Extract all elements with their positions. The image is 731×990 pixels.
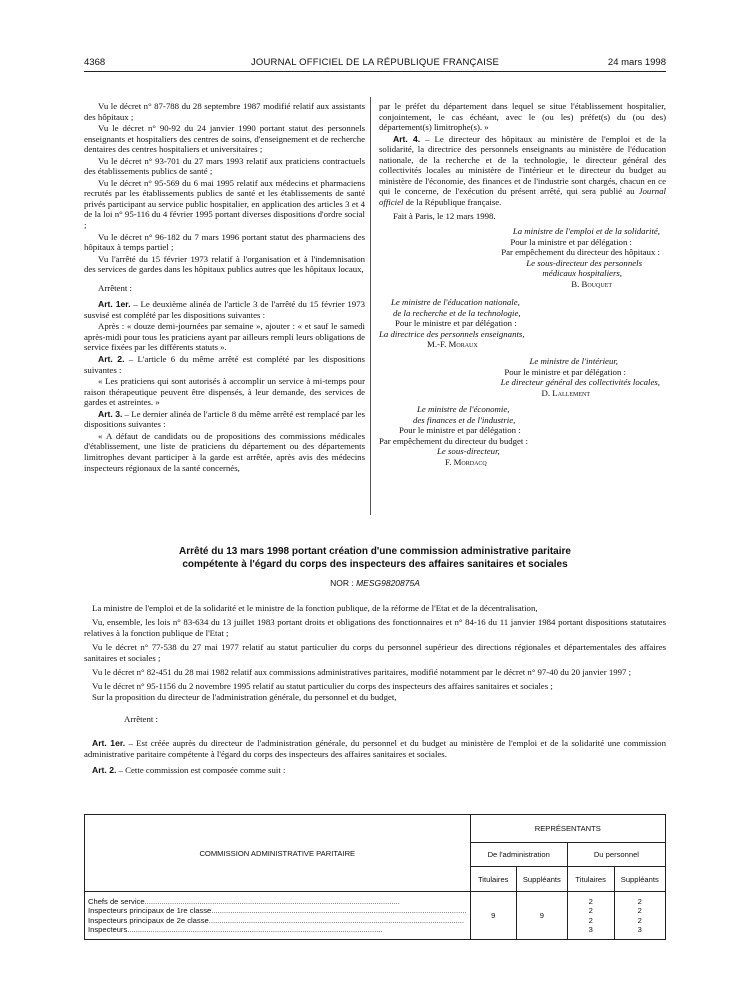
issue-date: 24 mars 1998: [607, 57, 666, 68]
signature-block-3: Le ministre de l'intérieur, Pour le ministre et par délégation : Le directeur général des collectivités locales, D. Lallement: [379, 356, 666, 398]
paragraph: Vu le décret n° 82-451 du 28 mai 1982 relatif aux commissions administratives paritaires, modifié notamment par le décret n° 97-40 du 20 janvier 1997 ;: [92, 667, 632, 677]
table-row-label: Inspecteurs.........................................................................................................................: [88, 924, 383, 934]
admin-suppleants-value: 9: [516, 892, 567, 940]
signature-block-1: La ministre de l'emploi et de la solidarité, Pour la ministre et par délégation : Par empêchement du directeur des hôpitaux : Le sous-directeur des personnels médicaux hospitaliers, B. Bouquet: [379, 226, 666, 289]
admin-titulaires-value: 9: [470, 892, 516, 940]
table-row-label: Inspecteurs principaux de 2e classe.........................................................................................................................: [88, 915, 465, 925]
header-personnel: Du personnel: [567, 843, 665, 867]
table-row-label: Chefs de service.........................................................................................................................: [88, 897, 400, 907]
nor-reference: NOR : MESG9820875A: [330, 578, 420, 588]
signatory-name: B. Bouquet: [571, 278, 612, 289]
paragraph: par le préfet du département dans lequel se situe l'établissement hospitalier, conjointement, le cas échéant, avec le (ou les) préfet(s) du (ou des) département(s) limitrophe(s). »: [379, 101, 666, 133]
paragraph: Vu le décret n° 77-538 du 27 mai 1977 relatif au statut particulier du corps du personnel supérieur des directions régionales et départementales des affaires sanitaires et sociales ;: [84, 642, 666, 663]
header-representants: REPRÉSENTANTS: [470, 815, 665, 843]
table-row-label: Inspecteurs principaux de 1re classe.........................................................................................................................: [88, 906, 467, 916]
paragraph: Vu le décret n° 96-182 du 7 mars 1996 portant statut des pharmaciens des hôpitaux à temps partiel ;: [84, 231, 365, 253]
article-label: Art. 3.: [98, 408, 123, 419]
left-column: [84, 101, 365, 474]
article-3: Art. 3. – Le dernier alinéa de l'article 8 du même arrêté est remplacé par les dispositions suivantes :: [84, 408, 365, 430]
article-2: Art. 2. – Cette commission est composée comme suit :: [92, 765, 286, 775]
paragraph: Vu le décret n° 90-92 du 24 janvier 1990 portant statut des personnels enseignants et hospitaliers des centres de soins, d'enseignement et de recherche dentaires des centres hospitaliers et universitaires ;: [84, 123, 365, 155]
paragraph: Vu le décret n° 95-1156 du 2 novembre 1995 relatif au statut particulier du corps des inspecteurs des affaires sanitaires et sociales ;: [92, 681, 553, 691]
article-1: Art. 1er. – Le deuxième alinéa de l'article 3 de l'arrêté du 15 février 1973 susvisé est complété par les dispositions suivantes :: [84, 299, 365, 320]
paragraph: Vu le décret n° 87-788 du 28 septembre 1987 modifié relatif aux assistants des hôpitaux ;: [84, 101, 365, 122]
article-label: Art. 2.: [92, 765, 117, 775]
header-suppleants: Suppléants: [516, 867, 567, 892]
article-label: Art. 1er.: [92, 738, 126, 748]
paragraph: Après : « douze demi-journées par semaine », ajouter : « et sauf le samedi après-midi pour tous les praticiens ayant par ailleurs rempli leurs obligations de service fixées par les différents statuts ».: [84, 321, 365, 353]
page-number: 4368: [84, 57, 106, 68]
article-label: Art. 1er.: [98, 299, 131, 310]
paragraph: Vu le décret n° 93-701 du 27 mars 1993 relatif aux praticiens contractuels des établissements publics de santé ;: [84, 155, 365, 177]
arretent-heading: Arrêtent :: [98, 282, 132, 293]
arrete-body: [84, 603, 666, 779]
signature-block-4: Le ministre de l'économie, des finances et de l'industrie, Pour le ministre et par délégation : Par empêchement du directeur du budget : Le sous-directeur, F. Mordacq: [379, 404, 666, 467]
article-label: Art. 4.: [393, 133, 421, 144]
article-1: Art. 1er. – Est créée auprès du directeur de l'administration générale, du personnel et du budget au ministère de l'emploi et de la solidarité une commission administrative paritaire compétente à l'égard du corps des inspecteurs des affaires sanitaires et sociales.: [84, 738, 666, 759]
paragraph: « A défaut de candidats ou de propositions des commissions médicales d'établissement, une liste de praticiens du département ou des départements limitrophes devant participer à la garde est arrêtée, après avis des médecins inspecteurs régionaux de la santé concernés,: [84, 430, 365, 473]
signature-block-2: Le ministre de l'éducation nationale, de la recherche et de la technologie, Pour le ministre et par délégation : La directrice des personnels enseignants, M.-F. Moraux: [379, 297, 666, 350]
header-suppleants: Suppléants: [614, 867, 665, 892]
paragraph: « Les praticiens qui sont autorisés à accomplir un service à mi-temps pour raison thérapeutique peuvent être dispensés, à leur demande, des services de gardes et astreintes. »: [84, 376, 365, 408]
signatory-name: M.-F. Moraux: [427, 339, 478, 350]
column-divider: [370, 97, 371, 515]
header-titulaires: Titulaires: [470, 867, 516, 892]
paragraph: Vu, ensemble, les lois n° 83-634 du 13 juillet 1983 portant droits et obligations des fonctionnaires et n° 84-16 du 11 janvier 1984 portant dispositions statutaires relatives à la fonction publique de l'Etat ;: [84, 617, 666, 638]
signatory-name: F. Mordacq: [445, 456, 487, 467]
signature-date: Fait à Paris, le 12 mars 1998.: [393, 211, 496, 222]
paragraph: Vu le décret n° 95-569 du 6 mai 1995 relatif aux médecins et pharmaciens recrutés par les établissements publics de santé et les établissements de santé privés participant au service public hospitalier, en application des articles 3 et 4 de la loi n° 95-116 du 4 février 1995 portant diverses dispositions d'ordre social ;: [84, 177, 365, 231]
header-rule: [84, 71, 666, 72]
personnel-titulaires-values: 2 2 2 3: [567, 892, 614, 940]
composition-table: [84, 814, 666, 940]
signatory-name: D. Lallement: [541, 387, 590, 398]
row-labels: [85, 892, 471, 940]
article-4: Art. 4. – Le directeur des hôpitaux au ministère de l'emploi et de la solidarité, la directrice des personnels enseignants au ministère de l'éducation nationale, de la recherche et de la technologie, le directeur général des collectivités locales au ministère de l'intérieur et le directeur du budget au ministère de l'économie, des finances et de l'industrie sont chargés, chacun en ce qui le concerne, de l'exécution du présent arrêté, qui sera publié au Journal officiel de la République française.: [379, 133, 666, 207]
arrete-title: Arrêté du 13 mars 1998 portant création d'une commission administrative paritaire compétente à l'égard du corps des inspecteurs des affaires sanitaires et sociales: [179, 546, 571, 570]
article-2: Art. 2. – L'article 6 du même arrêté est complété par les dispositions suivantes :: [84, 354, 365, 375]
article-label: Art. 2.: [98, 354, 125, 365]
personnel-suppleants-values: 2 2 2 3: [614, 892, 665, 940]
paragraph: Sur la proposition du directeur de l'administration générale, du personnel et du budget,: [92, 692, 397, 702]
header-commission: COMMISSION ADMINISTRATIVE PARITAIRE: [85, 815, 471, 892]
journal-title: JOURNAL OFFICIEL DE LA RÉPUBLIQUE FRANÇAISE: [250, 57, 500, 68]
paragraph: Vu l'arrêté du 15 février 1973 relatif à l'organisation et à l'indemnisation des services de gardes dans les hôpitaux publics autres que les hôpitaux locaux,: [84, 253, 365, 275]
paragraph: La ministre de l'emploi et de la solidarité et le ministre de la fonction publique, de la réforme de l'Etat et de la décentralisation,: [92, 603, 538, 613]
header-administration: De l'administration: [470, 843, 567, 867]
header-titulaires: Titulaires: [567, 867, 614, 892]
right-column: [379, 101, 666, 468]
page-header: [84, 57, 666, 71]
arretent-heading: Arrêtent :: [124, 714, 158, 724]
